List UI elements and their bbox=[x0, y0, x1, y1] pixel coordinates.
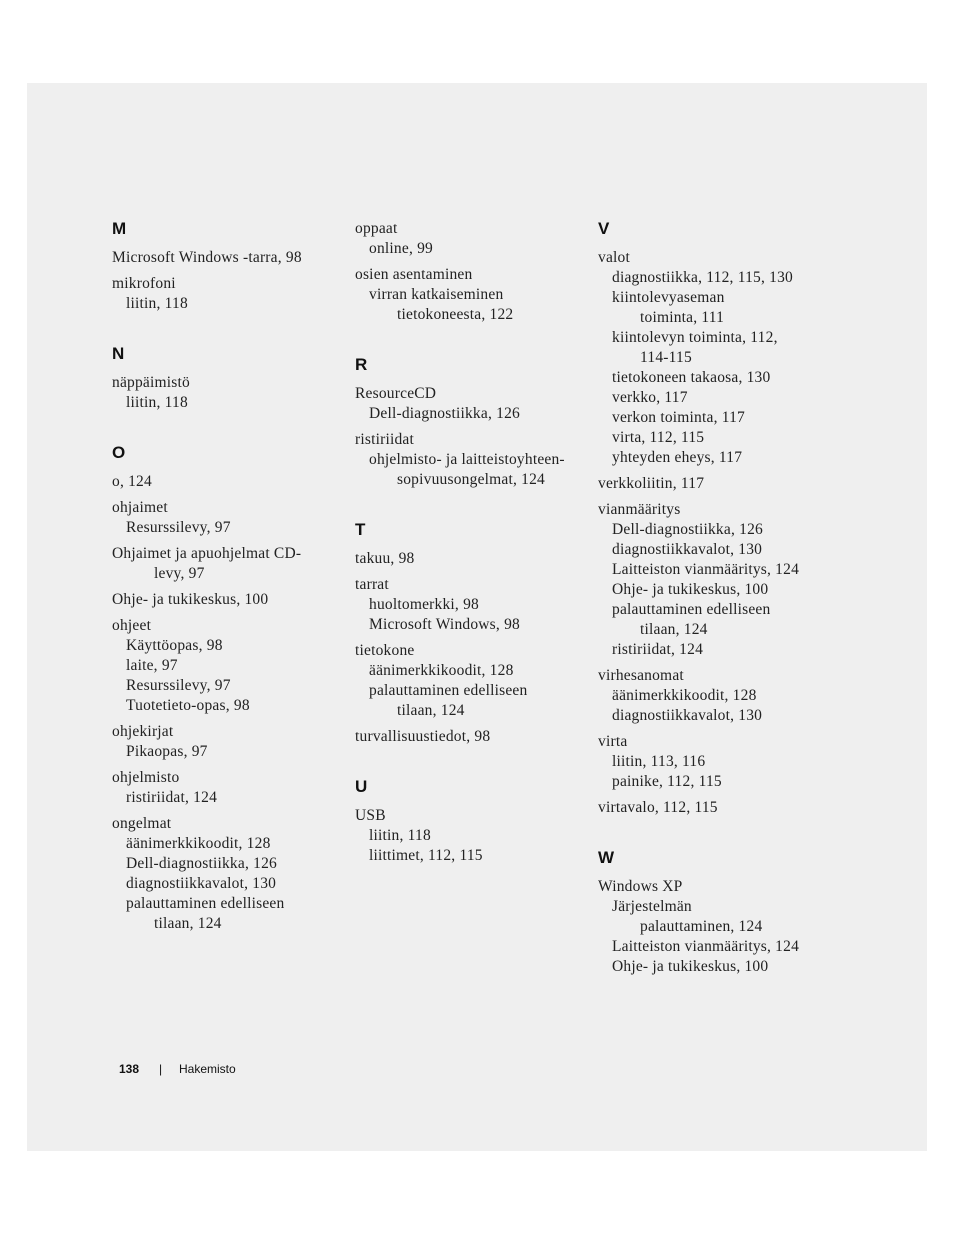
index-term: takuu, 98 bbox=[355, 550, 415, 567]
index-subterm: Dell-diagnostiikka, 126 bbox=[612, 521, 763, 538]
index-term: turvallisuustiedot, 98 bbox=[355, 728, 491, 745]
index-term: näppäimistö bbox=[112, 374, 190, 391]
index-subterm: liitin, 118 bbox=[126, 295, 188, 312]
index-entry bbox=[355, 549, 585, 569]
index-entry bbox=[112, 814, 342, 934]
index-term: tarrat bbox=[355, 576, 389, 593]
index-term: tietokone bbox=[355, 642, 415, 659]
index-term: o, 124 bbox=[112, 473, 152, 490]
index-term: verkkoliitin, 117 bbox=[598, 475, 705, 492]
index-term: Ohje- ja tukikeskus, 100 bbox=[112, 591, 269, 608]
index-section bbox=[112, 344, 342, 413]
index-entry bbox=[355, 641, 585, 721]
index-term: valot bbox=[598, 249, 630, 266]
index-subterm: huoltomerkki, 98 bbox=[369, 596, 479, 613]
index-term: osien asentaminen bbox=[355, 266, 473, 283]
index-subterm: verkon toiminta, 117 bbox=[612, 409, 746, 426]
index-entry bbox=[112, 722, 342, 762]
index-entry bbox=[355, 806, 585, 866]
index-subterm: palauttaminen edelliseen bbox=[126, 895, 285, 912]
index-subterm-continuation: sopivuusongelmat, 124 bbox=[397, 471, 545, 488]
index-subterm-continuation: 114-115 bbox=[640, 349, 692, 366]
index-subterm: liittimet, 112, 115 bbox=[369, 847, 483, 864]
index-subterm: Laitteiston vianmääritys, 124 bbox=[612, 938, 800, 955]
index-subterm: Microsoft Windows, 98 bbox=[369, 616, 520, 633]
index-subterm: Resurssilevy, 97 bbox=[126, 677, 231, 694]
index-subterm: Pikaopas, 97 bbox=[126, 743, 208, 760]
index-subterm: äänimerkkikoodit, 128 bbox=[126, 835, 271, 852]
index-term: Microsoft Windows -tarra, 98 bbox=[112, 249, 302, 266]
index-subterm: virta, 112, 115 bbox=[612, 429, 705, 446]
index-section bbox=[355, 777, 585, 866]
index-entry bbox=[598, 877, 828, 977]
index-entry bbox=[598, 500, 828, 660]
index-subterm: Laitteiston vianmääritys, 124 bbox=[612, 561, 800, 578]
index-subterm: palauttaminen edelliseen bbox=[369, 682, 528, 699]
index-subterm: diagnostiikkavalot, 130 bbox=[612, 541, 763, 558]
index-subterm-continuation: tilaan, 124 bbox=[397, 702, 465, 719]
index-entry bbox=[112, 498, 342, 538]
index-subterm: Resurssilevy, 97 bbox=[126, 519, 231, 536]
index-entry bbox=[355, 265, 585, 325]
index-subterm: ristiriidat, 124 bbox=[612, 641, 704, 658]
index-section bbox=[598, 848, 828, 977]
index-entry bbox=[112, 590, 342, 610]
index-subterm-continuation: tietokoneesta, 122 bbox=[397, 306, 514, 323]
index-subterm: diagnostiikkavalot, 130 bbox=[612, 707, 763, 724]
footer-separator: | bbox=[159, 1062, 163, 1076]
index-subterm-continuation: tilaan, 124 bbox=[154, 915, 222, 932]
index-entry bbox=[598, 732, 828, 792]
index-subterm: tietokoneen takaosa, 130 bbox=[612, 369, 771, 386]
index-term: mikrofoni bbox=[112, 275, 176, 292]
index-section bbox=[355, 520, 585, 747]
section-letter: N bbox=[112, 344, 125, 363]
index-subterm: online, 99 bbox=[369, 240, 433, 257]
index-subterm: liitin, 118 bbox=[369, 827, 431, 844]
index-entry bbox=[112, 274, 342, 314]
index-subterm: diagnostiikkavalot, 130 bbox=[126, 875, 277, 892]
index-term: virtavalo, 112, 115 bbox=[598, 799, 718, 816]
index-column-2 bbox=[355, 219, 585, 896]
index-section bbox=[112, 443, 342, 934]
index-subterm: Käyttöopas, 98 bbox=[126, 637, 223, 654]
index-term: ongelmat bbox=[112, 815, 172, 832]
index-term: Ohjaimet ja apuohjelmat CD- bbox=[112, 545, 302, 562]
section-letter: V bbox=[598, 219, 610, 238]
index-subterm: Dell-diagnostiikka, 126 bbox=[126, 855, 277, 872]
index-entry bbox=[355, 384, 585, 424]
section-letter: O bbox=[112, 443, 126, 462]
section-letter: W bbox=[598, 848, 615, 867]
index-subterm: Järjestelmän bbox=[612, 898, 692, 915]
index-subterm: Ohje- ja tukikeskus, 100 bbox=[612, 581, 769, 598]
index-term: ohjaimet bbox=[112, 499, 168, 516]
index-entry bbox=[355, 727, 585, 747]
index-term: ristiriidat bbox=[355, 431, 415, 448]
index-section bbox=[112, 219, 342, 314]
index-section bbox=[355, 219, 585, 325]
index-subterm: Dell-diagnostiikka, 126 bbox=[369, 405, 520, 422]
index-term: Windows XP bbox=[598, 878, 683, 895]
section-letter: T bbox=[355, 520, 366, 539]
page-number: 138 bbox=[119, 1062, 140, 1076]
index-term: ohjekirjat bbox=[112, 723, 174, 740]
index-entry bbox=[112, 616, 342, 716]
index-entry bbox=[355, 430, 585, 490]
index-subterm: Ohje- ja tukikeskus, 100 bbox=[612, 958, 769, 975]
index-entry bbox=[112, 544, 342, 584]
index-subterm: diagnostiikka, 112, 115, 130 bbox=[612, 269, 793, 286]
index-subterm: liitin, 118 bbox=[126, 394, 188, 411]
index-entry bbox=[112, 472, 342, 492]
index-subterm: Tuotetieto-opas, 98 bbox=[126, 697, 250, 714]
index-term: ohjelmisto bbox=[112, 769, 180, 786]
index-entry bbox=[112, 373, 342, 413]
index-term: oppaat bbox=[355, 220, 398, 237]
index-entry bbox=[598, 666, 828, 726]
section-letter: R bbox=[355, 355, 368, 374]
index-term: ohjeet bbox=[112, 617, 152, 634]
index-term: virhesanomat bbox=[598, 667, 684, 684]
index-subterm: ristiriidat, 124 bbox=[126, 789, 218, 806]
index-subterm: äänimerkkikoodit, 128 bbox=[612, 687, 757, 704]
index-entry bbox=[355, 219, 585, 259]
index-subterm-continuation: tilaan, 124 bbox=[640, 621, 708, 638]
index-subterm: ohjelmisto- ja laitteistoyhteen- bbox=[369, 451, 565, 468]
index-subterm: verkko, 117 bbox=[612, 389, 688, 406]
index-section bbox=[598, 219, 828, 818]
index-entry bbox=[112, 248, 342, 268]
index-subterm: yhteyden eheys, 117 bbox=[612, 449, 743, 466]
index-subterm-continuation: palauttaminen, 124 bbox=[640, 918, 763, 935]
index-column-1 bbox=[112, 219, 342, 964]
index-term-continuation: levy, 97 bbox=[154, 565, 205, 582]
index-subterm: painike, 112, 115 bbox=[612, 773, 722, 790]
index-entry bbox=[112, 768, 342, 808]
index-subterm: laite, 97 bbox=[126, 657, 178, 674]
index-section bbox=[355, 355, 585, 490]
page-footer bbox=[119, 1062, 236, 1076]
index-subterm: virran katkaiseminen bbox=[369, 286, 504, 303]
section-letter: U bbox=[355, 777, 368, 796]
index-term: USB bbox=[355, 807, 386, 824]
index-entry bbox=[355, 575, 585, 635]
index-subterm: kiintolevyn toiminta, 112, bbox=[612, 329, 778, 346]
index-column-3 bbox=[598, 219, 828, 1007]
index-term: vianmääritys bbox=[598, 501, 681, 518]
index-entry bbox=[598, 474, 828, 494]
index-subterm: kiintolevyaseman bbox=[612, 289, 725, 306]
index-entry bbox=[598, 248, 828, 468]
index-subterm: liitin, 113, 116 bbox=[612, 753, 706, 770]
section-letter: M bbox=[112, 219, 127, 238]
index-subterm: palauttaminen edelliseen bbox=[612, 601, 771, 618]
section-title: Hakemisto bbox=[179, 1062, 236, 1076]
index-entry bbox=[598, 798, 828, 818]
index-term: ResourceCD bbox=[355, 385, 437, 402]
index-subterm: äänimerkkikoodit, 128 bbox=[369, 662, 514, 679]
index-term: virta bbox=[598, 733, 628, 750]
index-subterm-continuation: toiminta, 111 bbox=[640, 309, 725, 326]
